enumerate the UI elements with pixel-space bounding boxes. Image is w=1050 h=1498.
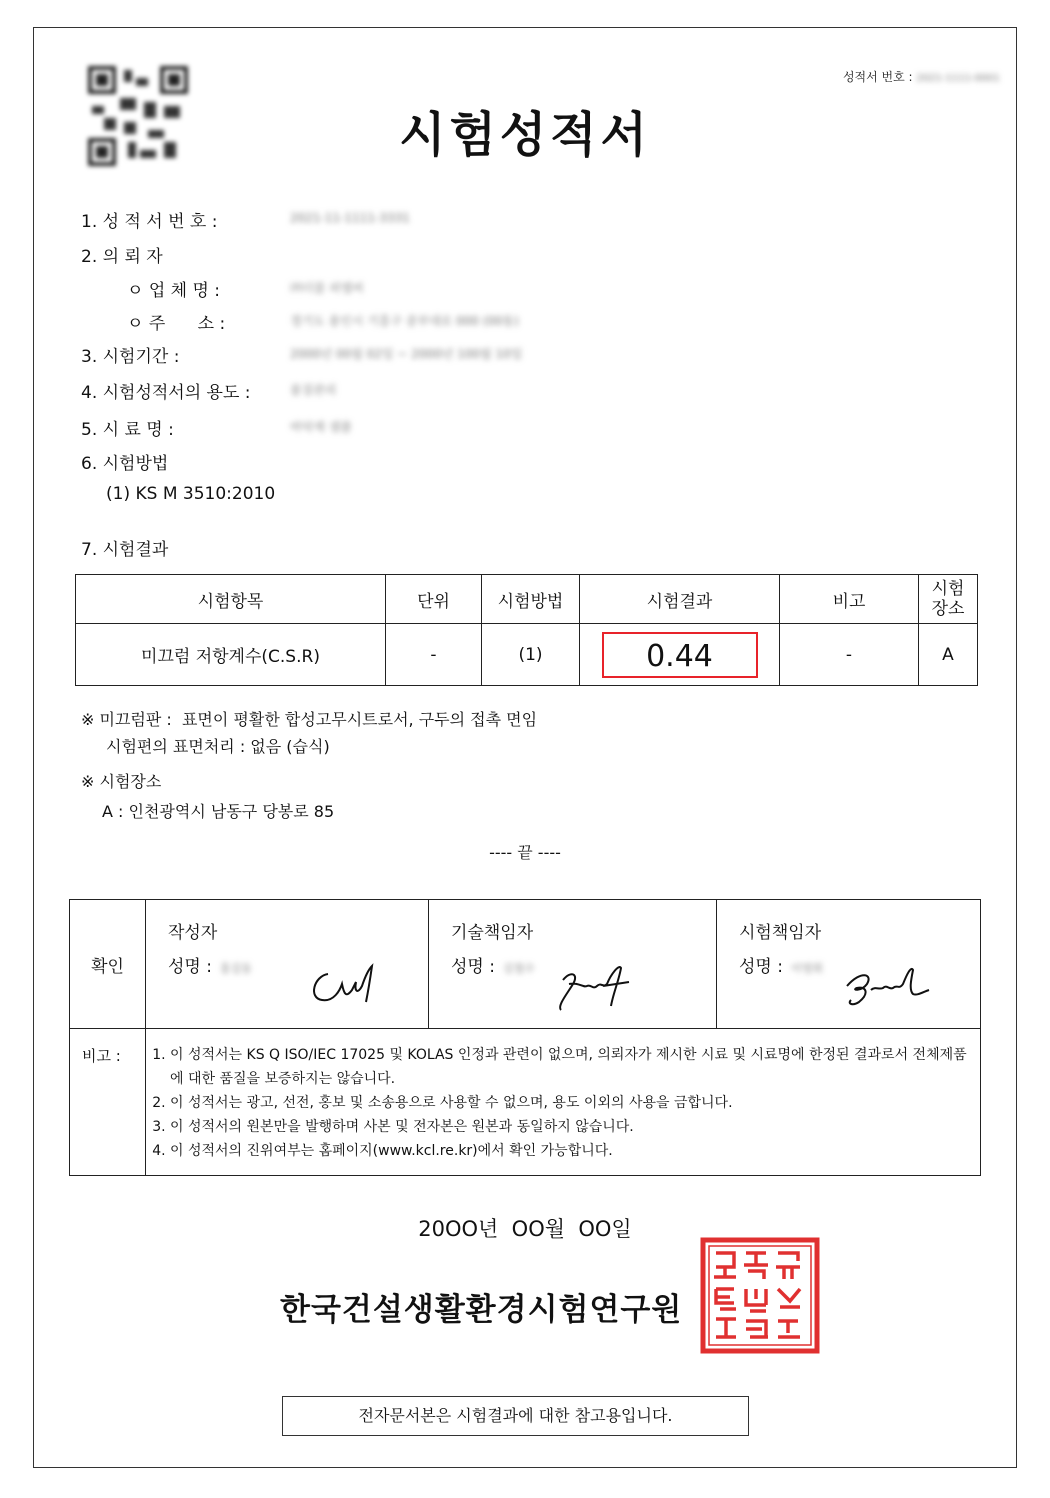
note-2-line-2: A : 인천광역시 남동구 당봉로 85 bbox=[102, 802, 335, 821]
test-manager-name: 이영희 bbox=[790, 962, 823, 975]
author-role: 작성자 bbox=[168, 923, 218, 943]
list-item: 3. 이 성적서의 원본만을 발행하며 사본 및 전자본은 원본과 동일하지 않습니다. bbox=[170, 1115, 972, 1139]
note-1-line-1: ※ 미끄럼판 : 표면이 평활한 합성고무시트로서, 구두의 접촉 면임 bbox=[81, 710, 538, 729]
field-2b-value: 경기도 용인시 기흥구 중부대로 000 (00동) bbox=[290, 314, 519, 328]
tech-manager-name: 김철수 bbox=[502, 962, 535, 975]
note-2-line-1: ※ 시험장소 bbox=[81, 772, 162, 791]
field-7-label: 7. 시험결과 bbox=[81, 540, 169, 560]
test-manager-role: 시험책임자 bbox=[739, 923, 822, 943]
field-4-label: 4. 시험성적서의 용도 : bbox=[81, 383, 251, 403]
remarks-row bbox=[70, 1029, 981, 1176]
field-6-value: (1) KS M 3510:2010 bbox=[106, 484, 276, 504]
field-2a-label: ㅇ 업 체 명 : bbox=[127, 281, 221, 301]
field-2a-value: ㈜더블 피엠씨 bbox=[290, 281, 364, 295]
confirm-label: 확인 bbox=[70, 900, 146, 1029]
remarks-content bbox=[146, 1029, 981, 1176]
institute-name: 한국건설생활환경시험연구원 bbox=[280, 1292, 683, 1328]
page-title: 시험성적서 bbox=[399, 107, 651, 163]
test-manager-name-label: 성명 : bbox=[739, 957, 783, 977]
tech-manager-role: 기술책임자 bbox=[451, 923, 534, 943]
official-seal-icon bbox=[700, 1237, 820, 1354]
cell-place: A bbox=[919, 624, 978, 686]
field-1-label: 1. 성 적 서 번 호 : bbox=[81, 212, 218, 232]
remarks-list bbox=[146, 1043, 972, 1163]
field-5-value: 바닥재 샘플 bbox=[290, 420, 352, 434]
cell-remark: - bbox=[780, 624, 919, 686]
cell-item: 미끄럼 저항계수(C.S.R) bbox=[76, 624, 386, 686]
field-4-value: 품질관리 bbox=[290, 383, 337, 397]
table-row bbox=[76, 624, 978, 686]
cell-result bbox=[580, 624, 780, 686]
field-2-label: 2. 의 뢰 자 bbox=[81, 247, 163, 267]
header-result: 시험결과 bbox=[580, 575, 780, 624]
field-3-label: 3. 시험기간 : bbox=[81, 347, 180, 367]
test-manager-name-line bbox=[739, 952, 823, 977]
tech-manager-name-label: 성명 : bbox=[451, 957, 495, 977]
author-name: 홍길동 bbox=[219, 962, 252, 975]
tech-manager-signature-icon bbox=[549, 960, 639, 1016]
author-name-line bbox=[168, 952, 252, 977]
cell-unit: - bbox=[386, 624, 482, 686]
field-6-label: 6. 시험방법 bbox=[81, 454, 169, 474]
field-5-label: 5. 시 료 명 : bbox=[81, 420, 174, 440]
header-place: 시험 장소 bbox=[919, 575, 978, 624]
header-remark: 비고 bbox=[780, 575, 919, 624]
test-manager-signature-icon bbox=[837, 960, 937, 1016]
tech-manager-name-line bbox=[451, 952, 535, 977]
results-table bbox=[75, 574, 978, 686]
header-item: 시험항목 bbox=[76, 575, 386, 624]
tech-manager-cell bbox=[429, 900, 717, 1029]
list-item: 1. 이 성적서는 KS Q ISO/IEC 17025 및 KOLAS 인정과 관련이 없으며, 의뢰자가 제시한 시료 및 시료명에 한정된 결과로서 전체제품에 대한 품질을 보증하지는 않습니다. bbox=[170, 1043, 972, 1091]
results-header-row bbox=[76, 575, 978, 624]
confirmation-row bbox=[70, 900, 981, 1029]
header-method: 시험방법 bbox=[482, 575, 580, 624]
issue-date: 20OO년 OO월 OO일 bbox=[418, 1217, 632, 1241]
note-1-line-2: 시험편의 표면처리 : 없음 (습식) bbox=[106, 737, 330, 756]
electronic-copy-notice: 전자문서본은 시험결과에 대한 참고용입니다. bbox=[282, 1396, 749, 1436]
doc-no-label: 성적서 번호 : bbox=[842, 70, 913, 84]
cell-method: (1) bbox=[482, 624, 580, 686]
end-marker: ---- 끝 ---- bbox=[489, 843, 561, 862]
author-signature-icon bbox=[306, 960, 386, 1010]
list-item: 2. 이 성적서는 광고, 선전, 홍보 및 소송용으로 사용할 수 없으며, 용도 이외의 사용을 금합니다. bbox=[170, 1091, 972, 1115]
result-highlight-box: 0.44 bbox=[602, 632, 758, 678]
confirmation-table bbox=[69, 899, 981, 1176]
header-unit: 단위 bbox=[386, 575, 482, 624]
doc-no-value: 2021-1111-0001 bbox=[916, 73, 1000, 84]
author-cell bbox=[146, 900, 429, 1029]
field-3-value: 2000년 00월 02일 ~ 2000년 100월 10일 bbox=[290, 347, 523, 361]
author-name-label: 성명 : bbox=[168, 957, 212, 977]
field-2b-label: ㅇ 주 소 : bbox=[127, 314, 226, 334]
list-item: 4. 이 성적서의 진위여부는 홈페이지(www.kcl.re.kr)에서 확인 가능합니다. bbox=[170, 1139, 972, 1163]
field-1-value: 2021-11-1111-3331 bbox=[290, 211, 410, 225]
remarks-label: 비고 : bbox=[70, 1029, 146, 1176]
document-number bbox=[843, 68, 1000, 85]
test-manager-cell bbox=[717, 900, 981, 1029]
